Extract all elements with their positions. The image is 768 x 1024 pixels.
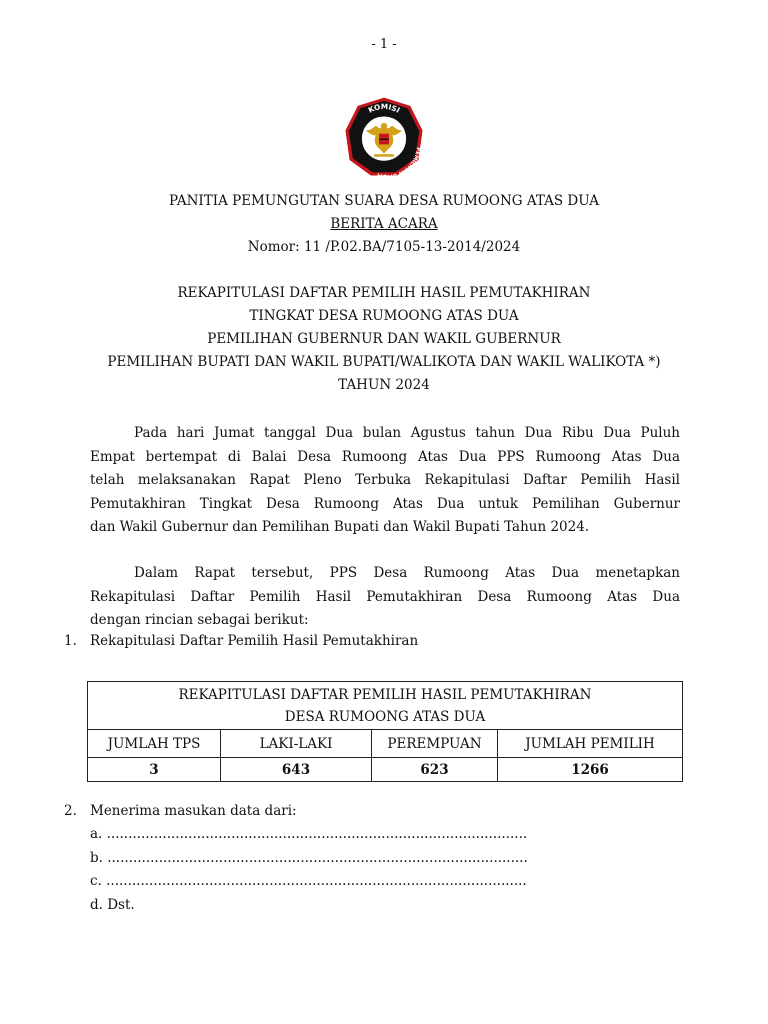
title-line-2: TINGKAT DESA RUMOONG ATAS DUA — [249, 308, 519, 324]
table-header-cell: JUMLAH TPS — [88, 730, 221, 758]
logo-side-text: PEMILIHAN UMUM — [376, 146, 421, 178]
title-line-4: PEMILIHAN BUPATI DAN WAKIL BUPATI/WALIKOTA DAN WAKIL WALIKOTA *) — [107, 354, 661, 370]
table-cell: 3 — [88, 758, 221, 782]
item-2-text: Menerima masukan data dari: — [90, 803, 297, 819]
table-header-cell: LAKI-LAKI — [221, 730, 372, 758]
document-number: Nomor: 11 /P.02.BA/7105-13-2014/2024 — [247, 239, 521, 255]
table-cell: 643 — [221, 758, 372, 782]
item-2-number: 2. — [64, 803, 77, 819]
subitem-b: b. .................................................................................................. — [90, 850, 528, 866]
subitem-d: d. Dst. — [90, 897, 135, 913]
table-header-row — [88, 730, 683, 758]
title-line-5: TAHUN 2024 — [338, 377, 430, 393]
table-title-row — [88, 682, 683, 730]
item-1-text: Rekapitulasi Daftar Pemilih Hasil Pemutakhiran — [90, 633, 419, 649]
paragraph-line: Pada hari Jumat tanggal Dua bulan Agustus tahun Dua Ribu Dua Puluh — [134, 425, 680, 441]
item-1-number: 1. — [64, 633, 77, 649]
table-row — [88, 758, 683, 782]
subitem-a: a. .................................................................................................. — [90, 826, 528, 842]
decision-paragraph — [90, 562, 680, 633]
paragraph-line: Rekapitulasi Daftar Pemilih Hasil Pemutakhiran Desa Rumoong Atas Dua — [90, 588, 680, 605]
table-title-line-1: REKAPITULASI DAFTAR PEMILIH HASIL PEMUTAKHIRAN — [178, 686, 592, 703]
document-type-text: BERITA ACARA — [330, 216, 438, 232]
paragraph-line: dan Wakil Gubernur dan Pemilihan Bupati dan Wakil Bupati Tahun 2024. — [90, 519, 590, 535]
title-line-3: PEMILIHAN GUBERNUR DAN WAKIL GUBERNUR — [207, 331, 561, 347]
subitem-c: c. .................................................................................................. — [90, 873, 527, 889]
table-title-cell — [88, 682, 683, 730]
document-type — [0, 216, 768, 232]
table-cell: 623 — [372, 758, 498, 782]
paragraph-line: Pemutakhiran Tingkat Desa Rumoong Atas Dua untuk Pemilihan Gubernur — [90, 495, 680, 512]
recap-table — [87, 681, 683, 782]
logo-top-text: KOMISI — [366, 102, 402, 115]
kpu-logo — [343, 96, 425, 178]
paragraph-line: Empat bertempat di Balai Desa Rumoong Atas Dua PPS Rumoong Atas Dua — [90, 448, 680, 465]
paragraph-line: dengan rincian sebagai berikut: — [90, 612, 309, 628]
paragraph-line: Dalam Rapat tersebut, PPS Desa Rumoong Atas Dua menetapkan — [134, 565, 680, 581]
committee-heading: PANITIA PEMUNGUTAN SUARA DESA RUMOONG ATAS DUA — [169, 193, 599, 209]
table-header-cell: JUMLAH PEMILIH — [498, 730, 683, 758]
opening-paragraph — [90, 422, 680, 540]
table-title-line-2: DESA RUMOONG ATAS DUA — [284, 708, 486, 725]
title-line-1: REKAPITULASI DAFTAR PEMILIH HASIL PEMUTAKHIRAN — [177, 285, 591, 301]
table-cell: 1266 — [498, 758, 683, 782]
page-number: - 1 - — [371, 37, 397, 52]
paragraph-line: telah melaksanakan Rapat Pleno Terbuka Rekapitulasi Daftar Pemilih Hasil — [90, 472, 680, 488]
table-header-cell: PEREMPUAN — [372, 730, 498, 758]
